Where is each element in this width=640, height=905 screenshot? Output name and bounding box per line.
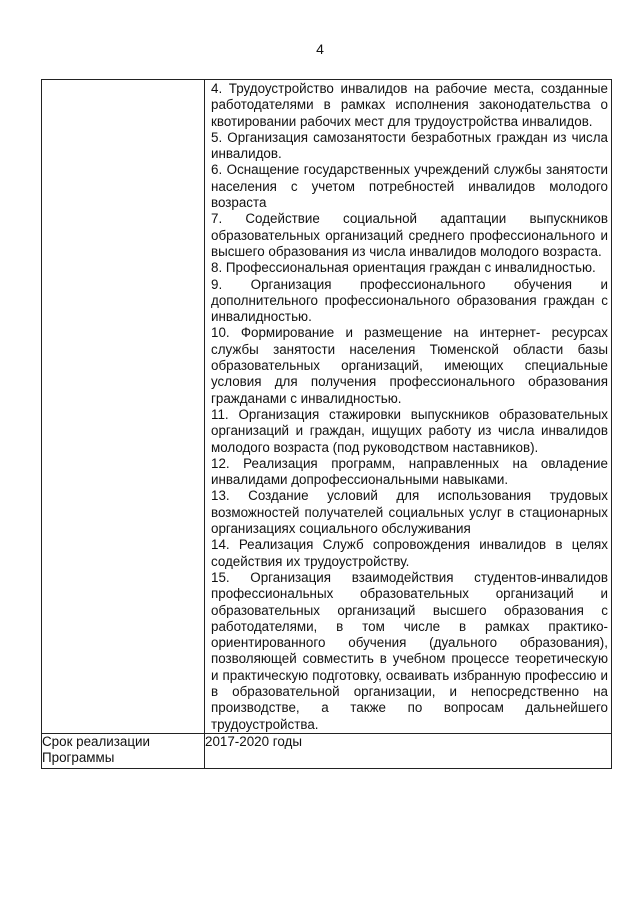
measure-item-12: 12. Реализация программ, направленных на овладение инвалидами допрофессиональными навыками. bbox=[211, 455, 608, 488]
measures-cell bbox=[205, 80, 612, 734]
measure-item-4: 4. Трудоустройство инвалидов на рабочие места, созданные работодателями в рамках исполнения законодательства о квотировании рабочих мест для трудоустройства инвалидов. bbox=[211, 81, 608, 129]
term-row bbox=[42, 733, 612, 768]
measure-item-13: 13. Создание условий для использования трудовых возможностей получателей социальных услуг в стационарных организациях социального обслуживания bbox=[211, 488, 608, 537]
measure-item-9: 9. Организация профессионального обучения и дополнительного профессионального образования граждан с инвалидностью. bbox=[211, 276, 608, 325]
measure-item-11: 11. Организация стажировки выпускников образовательных организаций и граждан, ищущих работу из числа инвалидов молодого возраста (под руководством наставников). bbox=[211, 406, 608, 455]
program-table bbox=[41, 79, 612, 769]
term-label: Срок реализации Программы bbox=[42, 733, 205, 768]
measure-item-8: 8. Профессиональная ориентация граждан с инвалидностью. bbox=[211, 260, 596, 276]
page-number: 4 bbox=[316, 41, 324, 57]
measures-label-cell bbox=[42, 80, 205, 734]
measure-item-15: 15. Организация взаимодействия студентов-инвалидов профессиональных образовательных организаций и образовательных организаций высшего образования с работодателями, в том числе в рамках практико-ориентированного обучения (дуального образования), позволяющей совместить в учебном процессе теоретическую и практическую подготовку, осваивать избранную профессию и в образовательной организации, и непосредственно на производстве, а также по вопросам дальнейшего трудоустройства. bbox=[211, 569, 608, 732]
measure-item-5: 5. Организация самозанятости безработных граждан из числа инвалидов. bbox=[211, 129, 608, 162]
measures-row bbox=[42, 80, 612, 734]
measure-item-14: 14. Реализация Служб сопровождения инвалидов в целях содействия их трудоустройству. bbox=[211, 537, 608, 569]
measure-item-10: 10. Формирование и размещение на интернет- ресурсах службы занятости населения Тюменской области базы образовательных организаций, имеющих специальные условия для получения профессионального образования гражданами с инвалидностью. bbox=[211, 325, 608, 406]
measure-item-7: 7. Содействие социальной адаптации выпускников образовательных организаций среднего профессионального и высшего образования из числа инвалидов молодого возраста. bbox=[211, 211, 608, 259]
measure-item-6: 6. Оснащение государственных учреждений службы занятости населения с учетом потребностей инвалидов молодого возраста bbox=[211, 162, 608, 211]
measures-list bbox=[205, 80, 611, 733]
term-value: 2017-2020 годы bbox=[205, 733, 612, 768]
